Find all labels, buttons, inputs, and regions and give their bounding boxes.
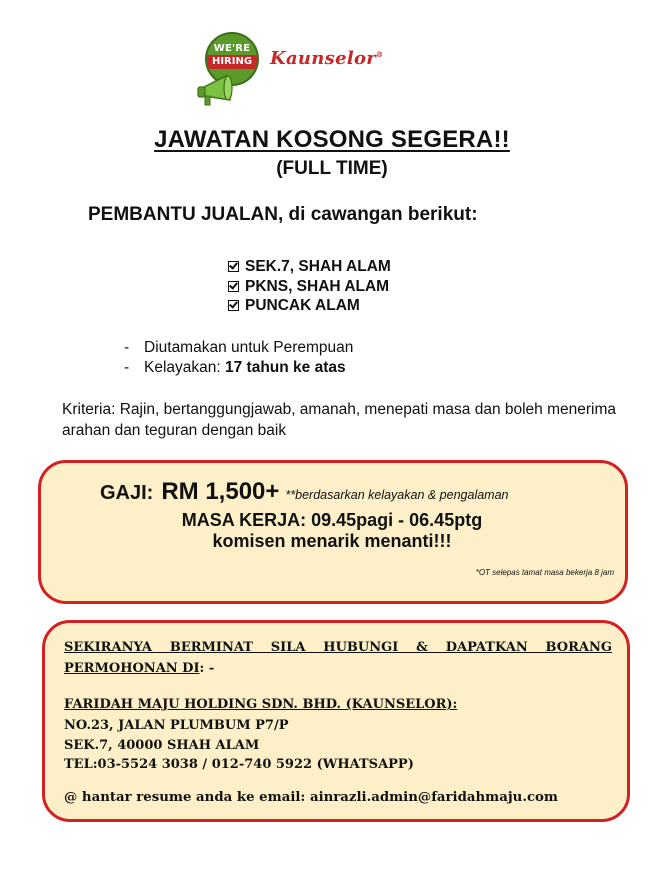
page-subtitle: (FULL TIME) — [276, 158, 388, 179]
address-line-2: SEK.7, 40000 SHAH ALAM — [64, 738, 260, 753]
position-line: PEMBANTU JUALAN, di cawangan berikut: — [88, 204, 478, 225]
branch-label: PUNCAK ALAM — [245, 297, 360, 314]
branch-list — [228, 257, 391, 316]
megaphone-icon — [196, 74, 242, 108]
badge-bottom-text: HIRING — [205, 55, 259, 69]
contact-heading-line2 — [64, 661, 214, 676]
branch-item — [228, 277, 391, 297]
requirement-item: - Diutamakan untuk Perempuan — [124, 339, 354, 356]
checkbox-checked-icon — [228, 300, 239, 311]
branch-label: PKNS, SHAH ALAM — [245, 277, 390, 295]
requirements-list — [124, 338, 353, 378]
requirement-text: Kelayakan: — [144, 359, 225, 376]
criteria-text: Kriteria: Rajin, bertanggungjawab, amanah, menepati masa dan boleh menerima arahan dan teguran dengan baik — [62, 401, 617, 439]
email-line: @ hantar resume anda ke email: ainrazli.admin@faridahmaju.com — [64, 790, 558, 805]
brand-registered-mark: ® — [376, 50, 384, 59]
requirement-item: - Kelayakan: 17 tahun ke atas — [124, 359, 346, 376]
branch-label: SEK.7, SHAH ALAM — [245, 258, 391, 275]
ot-note: *OT selepas tamat masa bekerja 8 jam — [475, 568, 614, 577]
contact-heading-tail: : - — [199, 661, 215, 676]
requirement-text: Diutamakan untuk Perempuan — [144, 339, 354, 356]
title-text: JAWATAN KOSONG SEGERA!! — [154, 126, 510, 153]
company-name: FARIDAH MAJU HOLDING SDN. BHD. (KAUNSELOR): — [64, 697, 458, 712]
telephone-line: TEL:03-5524 3038 / 012-740 5922 (WHATSAPP) — [64, 757, 414, 772]
page-title — [0, 126, 664, 154]
contact-heading-text: PERMOHONAN DI — [64, 661, 200, 676]
working-hours: MASA KERJA: 09.45pagi - 06.45ptg — [181, 510, 483, 530]
contact-heading: SEKIRANYA BERMINAT SILA HUBUNGI & DAPATKAN BORANG — [64, 640, 612, 655]
branch-item — [228, 257, 391, 277]
salary-amount: RM 1,500+ — [161, 478, 280, 505]
salary-label: GAJI: — [100, 482, 154, 504]
salary-note: **berdasarkan kelayakan & pengalaman — [285, 488, 509, 502]
kaunselor-brand-logo — [270, 48, 383, 69]
brand-name: Kaunselor — [270, 48, 377, 69]
checkbox-checked-icon — [228, 261, 239, 272]
salary-line — [100, 478, 509, 506]
commission-text: komisen menarik menanti!!! — [212, 531, 452, 551]
checkbox-checked-icon — [228, 281, 239, 292]
requirement-age: 17 tahun ke atas — [225, 359, 346, 376]
badge-top-text: WE'RE — [213, 43, 251, 54]
branch-item — [228, 296, 391, 316]
address-line-1: NO.23, JALAN PLUMBUM P7/P — [64, 718, 289, 733]
